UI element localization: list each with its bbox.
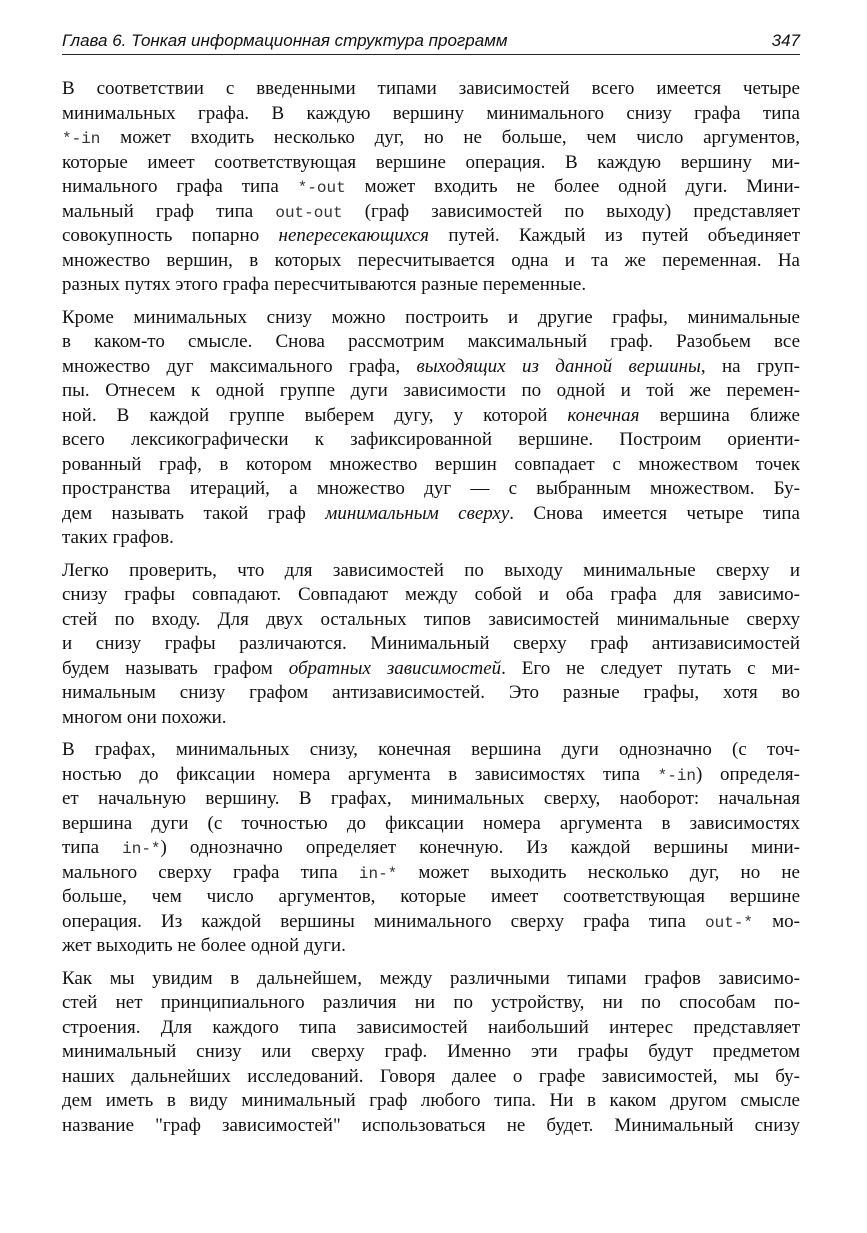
text-run: ) однозначно определяет конечную. Из каждой вершины мини-	[160, 837, 800, 858]
text-run: ет начальную вершину. В графах, минимальных сверху, наоборот: начальная	[62, 788, 800, 809]
text-line	[62, 681, 800, 706]
text-run: . Снова имеется четыре типа	[509, 502, 800, 524]
text-run: стей нет принципиального различия ни по устройству, ни по способам по-	[62, 992, 800, 1013]
text-line	[62, 1016, 800, 1041]
text-run: и снизу графы различаются. Минимальный сверху граф антизависимостей	[62, 633, 800, 654]
text-line	[62, 934, 800, 959]
text-run: вершина ближе	[639, 404, 800, 426]
text-line	[62, 502, 800, 527]
text-line	[62, 175, 800, 200]
text-line	[62, 428, 800, 453]
text-line	[62, 885, 800, 910]
text-run: ной. В каждой группе выберем дугу, у которой	[62, 404, 568, 426]
text-run: разных путях этого графа пересчитываются разные переменные.	[62, 274, 587, 295]
text-run: снизу графы совпадают. Совпадают между собой и оба графа для зависимо-	[62, 584, 800, 605]
text-line	[62, 1040, 800, 1065]
paragraph	[62, 738, 800, 959]
text-run: множество вершин, в которых пересчитывается одна и та же переменная. На	[62, 249, 800, 271]
text-run: может выходить несколько дуг, но не	[397, 861, 800, 883]
text-line	[62, 404, 800, 429]
text-run: нимальным снизу графом антизависимостей. Это разные графы, хотя во	[62, 682, 800, 703]
text-run: мо-	[753, 910, 800, 932]
chapter-title: Глава 6. Тонкая информационная структура программ	[62, 31, 508, 50]
text-run: ) определя-	[696, 763, 801, 785]
text-line	[62, 861, 800, 886]
text-line	[62, 200, 800, 225]
text-run: пы. Отнесем к одной группе дуги зависимости по одной и той же перемен-	[62, 380, 800, 401]
text-run: таких графов.	[62, 527, 174, 548]
code-term: in-*	[122, 840, 161, 858]
text-run: дем называть такой граф	[62, 502, 326, 524]
emphasis-term: минимальным сверху	[325, 502, 510, 524]
emphasis-term: выходящих из данной вершины	[416, 355, 701, 377]
text-line	[62, 477, 800, 502]
text-line	[62, 249, 800, 274]
text-run: название "граф зависимостей" использоваться не будет. Минимальный снизу	[62, 1114, 800, 1136]
text-run: Как мы увидим в дальнейшем, между различными типами графов зависимо-	[62, 967, 800, 989]
text-run: строения. Для каждого типа зависимостей наибольший интерес представляет	[62, 1016, 800, 1038]
text-line	[62, 583, 800, 608]
header-rule	[62, 54, 800, 55]
text-run: (граф зависимостей по выходу) представляет	[342, 200, 800, 222]
body-text	[62, 77, 800, 1146]
emphasis-term: конечная	[567, 404, 640, 426]
text-line	[62, 1065, 800, 1090]
text-run: будем называть графом	[62, 657, 289, 679]
text-run: В графах, минимальных снизу, конечная вершина дуги однозначно (с точ-	[62, 739, 800, 760]
text-run: множество дуг максимального графа,	[62, 355, 417, 377]
text-run: может входить несколько дуг, но не больше, чем число аргументов,	[100, 127, 800, 148]
text-line	[62, 991, 800, 1016]
text-run: Кроме минимальных снизу можно построить и другие графы, минимальные	[62, 306, 800, 328]
text-line	[62, 1089, 800, 1114]
page-number: 347	[771, 31, 800, 50]
code-term: *-in	[657, 766, 697, 785]
text-run: совокупность попарно	[62, 225, 279, 246]
text-line	[62, 102, 800, 127]
paragraph	[62, 77, 800, 298]
text-line	[62, 706, 800, 731]
text-line	[62, 151, 800, 176]
text-line	[62, 657, 800, 682]
text-run: рованный граф, в котором множество вершин совпадает с множеством точек	[62, 453, 800, 475]
text-run: может входить не более одной дуги. Мини-	[345, 176, 800, 197]
text-run: операция. Из каждой вершины минимального сверху графа типа	[62, 910, 706, 932]
text-run: В соответствии с введенными типами зависимостей всего имеется четыре	[62, 78, 800, 99]
text-line	[62, 330, 800, 355]
text-line	[62, 812, 800, 837]
paragraph	[62, 967, 800, 1139]
text-line	[62, 77, 800, 102]
text-line	[62, 763, 800, 788]
text-run: всего лексикографически к зафиксированной вершине. Построим ориенти-	[62, 429, 800, 450]
text-run: , на груп-	[700, 355, 800, 377]
text-line	[62, 559, 800, 584]
text-run: наших дальнейших исследований. Говоря далее о графе зависимостей, мы бу-	[62, 1065, 800, 1087]
text-run: дем иметь в виду минимальный граф любого типа. Ни в каком другом смысле	[62, 1090, 800, 1111]
text-run: ностью до фиксации номера аргумента в зависимостях типа	[62, 763, 658, 785]
text-line	[62, 910, 800, 935]
text-run: типа	[62, 837, 123, 858]
text-run: в каком-то смысле. Снова рассмотрим максимальный граф. Разобьем все	[62, 331, 800, 352]
text-line	[62, 379, 800, 404]
text-line	[62, 273, 800, 298]
text-run: мальный граф типа	[62, 200, 276, 222]
text-line	[62, 608, 800, 633]
text-line	[62, 526, 800, 551]
emphasis-term: непересекающихся	[278, 225, 430, 246]
text-line	[62, 355, 800, 380]
text-run: многом они похожи.	[62, 706, 227, 728]
text-line	[62, 224, 800, 249]
text-line	[62, 738, 800, 763]
code-term: out-out	[275, 203, 343, 222]
text-line	[62, 1114, 800, 1139]
text-run: жет выходить не более одной дуги.	[62, 935, 346, 956]
text-run: Легко проверить, что для зависимостей по выходу минимальные сверху и	[62, 559, 800, 581]
text-line	[62, 306, 800, 331]
text-run: пространства итераций, а множество дуг — с выбранным множеством. Бу-	[62, 478, 800, 499]
code-term: *-in	[62, 130, 101, 148]
text-run: нимального графа типа	[62, 176, 298, 197]
code-term: in-*	[358, 864, 398, 883]
text-line	[62, 126, 800, 151]
text-line	[62, 632, 800, 657]
text-run: минимальных графа. В каждую вершину минимального снизу графа типа	[62, 102, 800, 124]
code-term: out-*	[705, 913, 754, 932]
text-run: путей. Каждый из путей объединяет	[429, 225, 800, 246]
text-run: минимальный снизу или сверху граф. Именно эти графы будут предметом	[62, 1041, 800, 1062]
paragraph	[62, 306, 800, 551]
text-run: больше, чем число аргументов, которые имеет соответствующая вершине	[62, 886, 800, 907]
emphasis-term: обратных зависимостей	[288, 657, 502, 679]
text-line	[62, 967, 800, 992]
text-run: которые имеет соответствующая вершине операция. В каждую вершину ми-	[62, 151, 800, 173]
text-line	[62, 787, 800, 812]
text-run: вершина дуги (с точностью до фиксации номера аргумента в зависимостях	[62, 812, 800, 834]
text-run: мального сверху графа типа	[62, 861, 359, 883]
text-run: стей по входу. Для двух остальных типов зависимостей минимальные сверху	[62, 608, 800, 630]
code-term: *-out	[297, 179, 346, 197]
text-line	[62, 836, 800, 861]
paragraph	[62, 559, 800, 731]
text-run: . Его не следует путать с ми-	[501, 657, 800, 679]
text-line	[62, 453, 800, 478]
